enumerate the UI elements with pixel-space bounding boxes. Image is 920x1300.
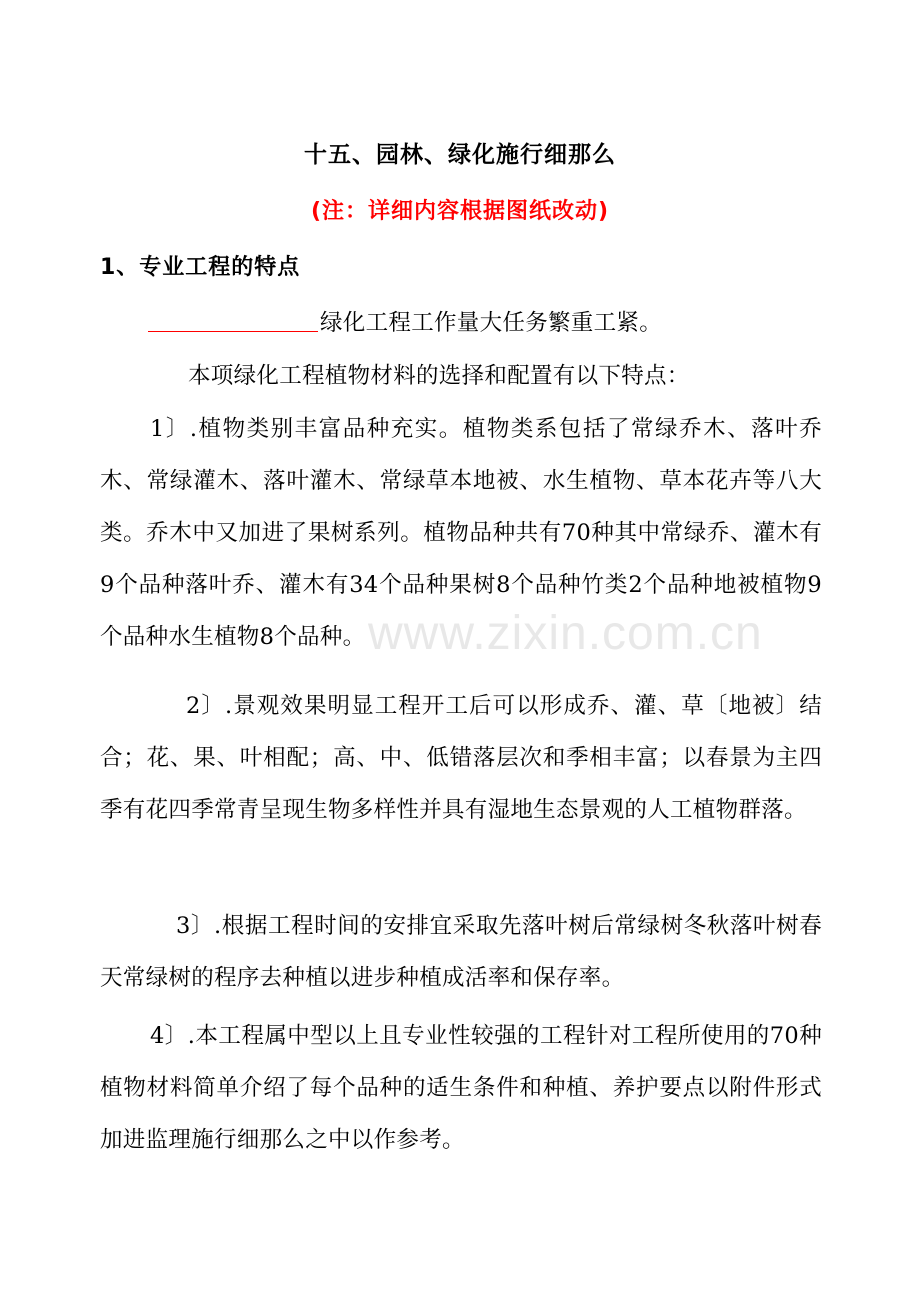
paragraph-1 [100, 297, 822, 349]
list-item-3: 3〕.根据工程时间的安排宜采取先落叶树后常绿树冬秋落叶树春天常绿树的程序去种植以进步种植成活率和保存率。 [100, 913, 822, 991]
blank-underline [148, 309, 318, 332]
paragraph-2: 本项绿化工程植物材料的选择和配置有以下特点： [188, 363, 690, 389]
section-heading: 1、专业工程的特点 [100, 255, 301, 280]
paragraph-1-text: 绿化工程工作量大任务繁重工紧。 [320, 310, 663, 336]
watermark: www.zixin.com.cn [368, 607, 763, 660]
list-item-1: 1〕.植物类别丰富品种充实。植物类系包括了常绿乔木、落叶乔木、常绿灌木、落叶灌木、常绿草本地被、水生植物、草本花卉等八大类。乔木中又加进了果树系列。植物品种共有70种其中常绿乔、灌木有9个品种落叶乔、灌木有34个品种果树8个品种竹类2个品种地被植物9个品种水生植物8个品种。 [100, 416, 822, 650]
list-item-4: 4〕.本工程属中型以上且专业性较强的工程针对工程所使用的70种植物材料简单介绍了每个品种的适生条件和种植、养护要点以附件形式加进监理施行细那么之中以作参考。 [100, 1023, 822, 1153]
red-note: (注：详细内容根据图纸改动) [310, 199, 610, 224]
document-title: 十五、园林、绿化施行细那么 [304, 142, 616, 168]
list-item-2: 2〕.景观效果明显工程开工后可以形成乔、灌、草〔地被〕结合；花、果、叶相配；高、中、低错落层次和季相丰富；以春景为主四季有花四季常青呈现生物多样性并具有湿地生态景观的人工植物群落。 [100, 693, 822, 823]
